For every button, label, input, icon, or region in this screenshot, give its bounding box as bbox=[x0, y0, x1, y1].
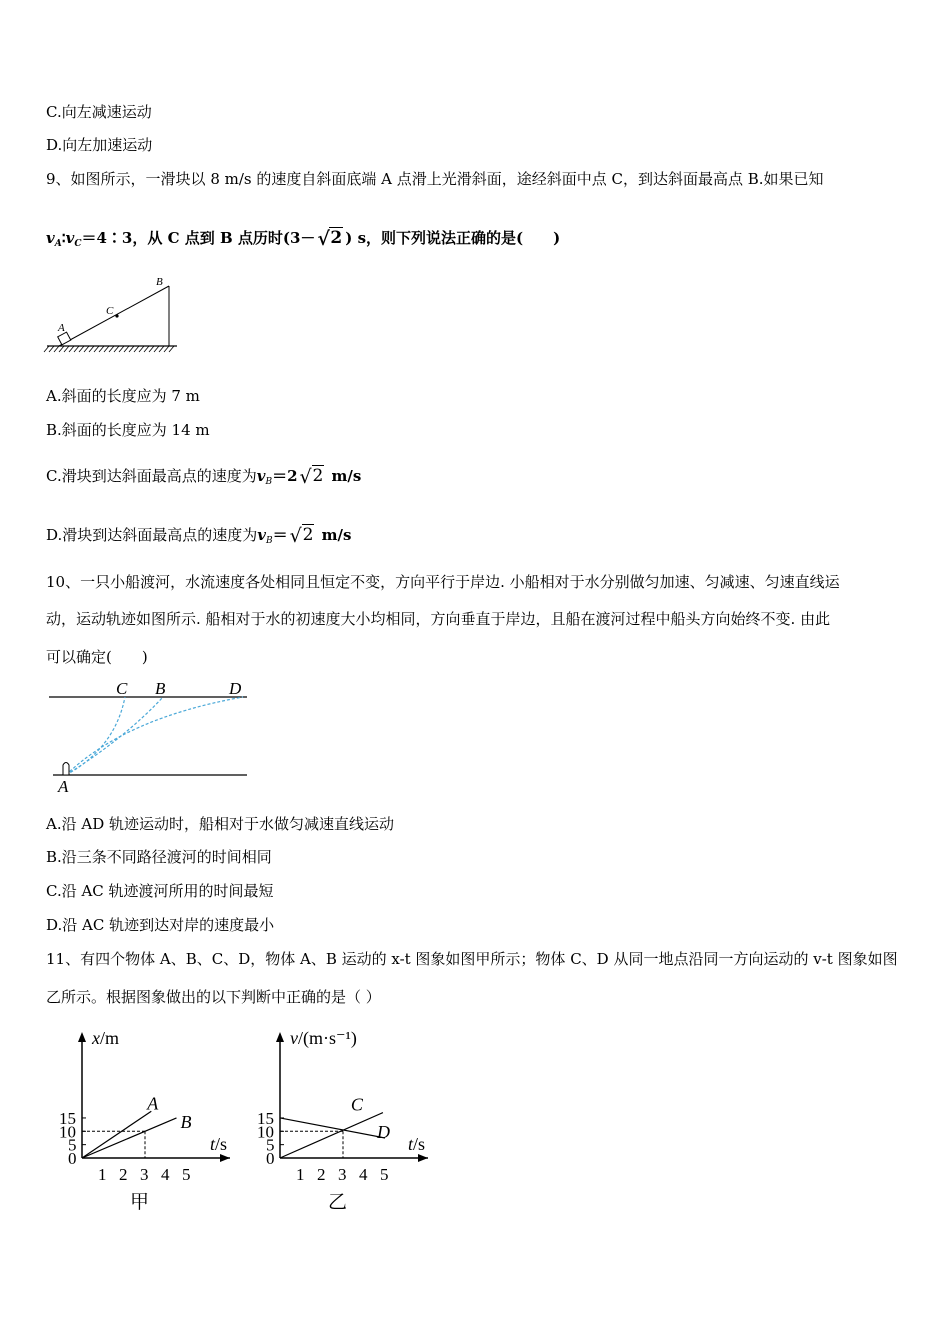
q9-ratio-colon: ∶ bbox=[61, 229, 66, 247]
hatch-mark bbox=[129, 346, 134, 352]
q9-option-a: A.斜面的长度应为 7 m bbox=[46, 387, 200, 405]
y-tick-label: 0 bbox=[266, 1149, 275, 1168]
y-axis-label: x/m bbox=[92, 1028, 120, 1048]
chart-caption: 乙 bbox=[328, 1192, 348, 1213]
q9-stem-line2 bbox=[46, 228, 560, 254]
x-axis-arrow-icon bbox=[220, 1154, 230, 1162]
x-tick-label: 1 bbox=[98, 1165, 107, 1184]
path-ac bbox=[66, 697, 125, 775]
series-label-b: B bbox=[180, 1111, 192, 1132]
label-a: A bbox=[58, 322, 65, 334]
chart-caption: 甲 bbox=[130, 1192, 150, 1213]
path-ab bbox=[66, 697, 163, 775]
q9-option-b: B.斜面的长度应为 14 m bbox=[46, 421, 210, 439]
x-tick-label: 2 bbox=[317, 1165, 326, 1184]
q9-option-d-v: v bbox=[257, 526, 266, 544]
x-axis-label: t/s bbox=[408, 1134, 426, 1154]
q9-vc-sub: C bbox=[74, 239, 82, 249]
q9-option-d-radicand: 2 bbox=[302, 525, 314, 545]
label-c: C bbox=[116, 679, 128, 698]
q9-option-d-eq: ＝ bbox=[272, 526, 288, 544]
label-b: B bbox=[156, 276, 163, 288]
hatch-mark bbox=[104, 346, 109, 352]
q9-option-c-radicand: 2 bbox=[312, 466, 324, 486]
hatch-mark bbox=[64, 346, 69, 352]
hatch-mark bbox=[79, 346, 84, 352]
hatch-mark bbox=[89, 346, 94, 352]
y-tick-label: 5 bbox=[68, 1135, 77, 1155]
series-line-c bbox=[280, 1113, 383, 1158]
slider-block bbox=[58, 332, 71, 345]
q11-stem-line1: 11、有四个物体 A、B、C、D，物体 A、B 运动的 x-t 图象如图甲所示；物体 C、D 从同一地点沿同一方向运动的 v-t 图象如图 bbox=[46, 950, 898, 968]
point-c-dot bbox=[115, 314, 118, 317]
boat-icon bbox=[63, 763, 69, 776]
q10-stem-line1: 10、一只小船渡河，水流速度各处相同且恒定不变，方向平行于岸边. 小船相对于水分别做匀加速、匀减速、匀速直线运 bbox=[46, 573, 840, 591]
hatch-mark bbox=[164, 346, 169, 352]
hatch-mark bbox=[124, 346, 129, 352]
x-tick-label: 5 bbox=[380, 1165, 389, 1184]
q9-va-sub: A bbox=[54, 239, 62, 249]
q9-option-c-eq: ＝2 bbox=[272, 467, 298, 485]
y-tick-label: 10 bbox=[59, 1122, 76, 1142]
chart-jia bbox=[50, 1024, 250, 1214]
radical-sign-icon: √ bbox=[317, 228, 330, 250]
q11-stem-line2: 乙所示。根据图象做出的以下判断中正确的是（ ） bbox=[46, 988, 381, 1006]
incline-surface bbox=[59, 286, 169, 346]
y-axis-arrow-icon bbox=[276, 1032, 284, 1042]
q9-incline-figure bbox=[45, 276, 185, 356]
y-tick-label: 5 bbox=[266, 1135, 275, 1155]
ground-hatching bbox=[44, 346, 177, 352]
hatch-mark bbox=[134, 346, 139, 352]
q10-stem-line3: 可以确定( ) bbox=[46, 648, 148, 666]
hatch-mark bbox=[59, 346, 64, 352]
q9-option-c bbox=[46, 466, 361, 492]
q9-option-d-sub: B bbox=[265, 536, 273, 546]
hatch-mark bbox=[149, 346, 154, 352]
y-tick-label: 0 bbox=[68, 1149, 77, 1168]
q9-option-d-unit: m/s bbox=[316, 526, 352, 544]
x-tick-label: 4 bbox=[161, 1165, 170, 1184]
q9-option-c-unit: m/s bbox=[326, 467, 362, 485]
q9-stem-line1: 9、如图所示，一滑块以 8 m/s 的速度自斜面底端 A 点滑上光滑斜面，途经斜面中点 C，到达斜面最高点 B.如果已知 bbox=[46, 170, 824, 188]
hatch-mark bbox=[69, 346, 74, 352]
hatch-mark bbox=[44, 346, 49, 352]
x-axis-label: t/s bbox=[210, 1134, 228, 1154]
q9-option-d-sqrt bbox=[290, 525, 315, 545]
q9-option-c-v: v bbox=[256, 467, 266, 485]
chart-yi bbox=[248, 1024, 448, 1214]
hatch-mark bbox=[159, 346, 164, 352]
hatch-mark bbox=[54, 346, 59, 352]
q8-option-d: D.向左加速运动 bbox=[46, 136, 153, 154]
q9-option-d bbox=[46, 525, 351, 551]
q9-option-d-text: D.滑块到达斜面最高点的速度为 bbox=[46, 526, 258, 544]
x-tick-label: 3 bbox=[338, 1165, 347, 1184]
y-tick-label: 10 bbox=[257, 1122, 274, 1142]
hatch-mark bbox=[109, 346, 114, 352]
y-tick-label: 15 bbox=[59, 1108, 76, 1128]
label-c: C bbox=[106, 305, 114, 317]
q10-option-d: D.沿 AC 轨迹到达对岸的速度最小 bbox=[46, 916, 275, 934]
hatch-mark bbox=[154, 346, 159, 352]
series-label-c: C bbox=[350, 1094, 363, 1115]
y-axis-label: v/(m·s⁻¹) bbox=[290, 1028, 357, 1048]
q9-option-c-text: C.滑块到达斜面最高点的速度为 bbox=[46, 467, 257, 485]
q9-sqrt-radicand: 2 bbox=[330, 228, 343, 248]
q8-option-c: C.向左减速运动 bbox=[46, 103, 152, 121]
q9-stem-end: ) s，则下列说法正确的是( ) bbox=[345, 229, 561, 247]
hatch-mark bbox=[94, 346, 99, 352]
q10-river-figure bbox=[45, 678, 255, 796]
hatch-mark bbox=[114, 346, 119, 352]
hatch-mark bbox=[144, 346, 149, 352]
x-axis-arrow-icon bbox=[418, 1154, 428, 1162]
q10-stem-line2: 动，运动轨迹如图所示. 船相对于水的初速度大小均相同，方向垂直于岸边，且船在渡河过程中船头方向始终不变. 由此 bbox=[46, 610, 831, 628]
q10-option-b: B.沿三条不同路径渡河的时间相同 bbox=[46, 848, 272, 866]
q9-option-c-sub: B bbox=[265, 477, 273, 487]
radical-sign-icon: √ bbox=[289, 525, 302, 547]
x-tick-label: 2 bbox=[119, 1165, 128, 1184]
hatch-mark bbox=[119, 346, 124, 352]
path-ad bbox=[66, 697, 243, 775]
hatch-mark bbox=[139, 346, 144, 352]
series-line-a bbox=[82, 1111, 151, 1158]
hatch-mark bbox=[84, 346, 89, 352]
y-axis-arrow-icon bbox=[78, 1032, 86, 1042]
q9-ratio-text: ＝4∶3，从 C 点到 B 点历时(3－ bbox=[81, 229, 316, 247]
q9-sqrt bbox=[317, 228, 343, 248]
hatch-mark bbox=[49, 346, 54, 352]
x-tick-label: 5 bbox=[182, 1165, 191, 1184]
q10-option-c: C.沿 AC 轨迹渡河所用的时间最短 bbox=[46, 882, 274, 900]
q9-option-c-sqrt bbox=[300, 466, 325, 486]
q10-option-a: A.沿 AD 轨迹运动时，船相对于水做匀减速直线运动 bbox=[46, 815, 394, 833]
hatch-mark bbox=[74, 346, 79, 352]
q9-va: v bbox=[46, 229, 55, 247]
label-b: B bbox=[155, 679, 166, 698]
series-line-b bbox=[82, 1118, 177, 1158]
series-label-d: D bbox=[377, 1121, 390, 1142]
hatch-mark bbox=[99, 346, 104, 352]
x-tick-label: 3 bbox=[140, 1165, 149, 1184]
hatch-mark bbox=[169, 346, 174, 352]
radical-sign-icon: √ bbox=[299, 466, 312, 488]
y-tick-label: 15 bbox=[257, 1108, 274, 1128]
x-tick-label: 4 bbox=[359, 1165, 368, 1184]
q9-vc: v bbox=[65, 229, 75, 247]
label-d: D bbox=[229, 679, 242, 698]
series-label-a: A bbox=[147, 1093, 159, 1114]
x-tick-label: 1 bbox=[296, 1165, 305, 1184]
label-a: A bbox=[58, 777, 69, 796]
